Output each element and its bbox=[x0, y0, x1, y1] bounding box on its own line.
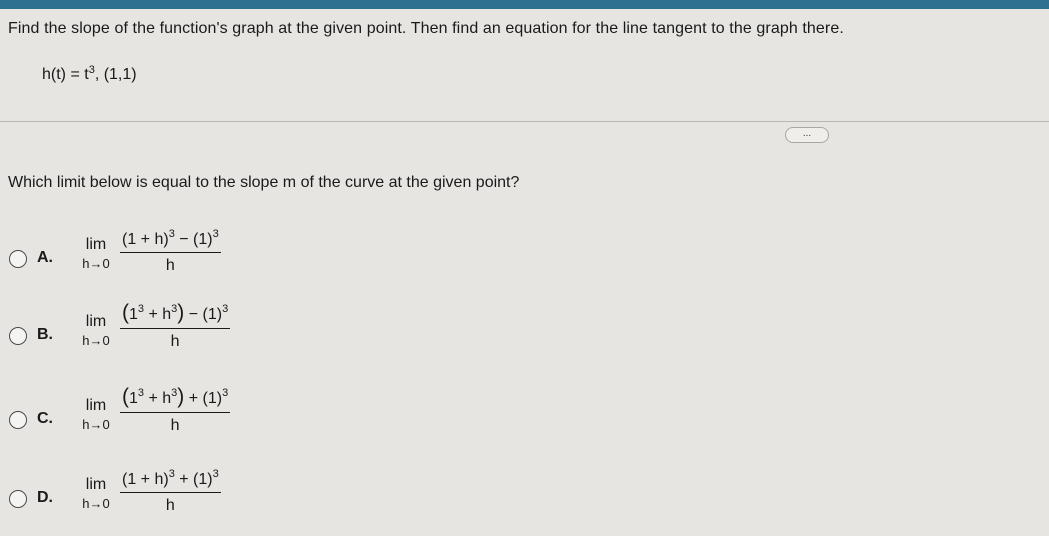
problem-prompt: Find the slope of the function's graph at the given point. Then find an equation for the line tangent to the graph there. bbox=[8, 20, 844, 37]
denominator: h bbox=[170, 333, 180, 350]
fraction bbox=[120, 468, 221, 515]
lim-word: lim bbox=[85, 236, 107, 253]
option-d[interactable] bbox=[0, 466, 600, 536]
section-divider bbox=[0, 121, 1049, 122]
denominator: h bbox=[170, 417, 180, 434]
limit-operator bbox=[72, 236, 120, 271]
limit-operator bbox=[72, 476, 120, 511]
top-bar bbox=[0, 0, 1049, 9]
limit-operator bbox=[72, 397, 120, 432]
denominator: h bbox=[165, 497, 175, 514]
lim-word: lim bbox=[85, 397, 107, 414]
expand-button[interactable]: ... bbox=[785, 127, 829, 143]
option-letter: C. bbox=[37, 410, 53, 427]
numerator: $(1 + h)^3 + (1)^3$ bbox=[120, 468, 221, 493]
option-letter: D. bbox=[37, 489, 53, 506]
function-text: h(t) = t bbox=[42, 66, 89, 83]
given-point: , (1,1) bbox=[94, 66, 137, 83]
lim-subscript: h→0 bbox=[82, 256, 110, 271]
option-b[interactable] bbox=[0, 301, 600, 375]
option-c[interactable] bbox=[0, 385, 600, 459]
option-letter: B. bbox=[37, 326, 53, 343]
option-letter: A. bbox=[37, 249, 53, 266]
given-function bbox=[42, 64, 137, 84]
fraction bbox=[120, 228, 221, 275]
function-exponent: 3 bbox=[88, 64, 95, 76]
numerator: $(1^3 + h^3) + (1)^3$ bbox=[120, 385, 230, 413]
radio-c[interactable] bbox=[9, 411, 27, 429]
limit-operator bbox=[72, 313, 120, 348]
radio-d[interactable] bbox=[9, 490, 27, 508]
option-a[interactable] bbox=[0, 228, 600, 298]
radio-b[interactable] bbox=[9, 327, 27, 345]
lim-subscript: h→0 bbox=[82, 333, 110, 348]
lim-word: lim bbox=[85, 476, 107, 493]
lim-word: lim bbox=[85, 313, 107, 330]
fraction bbox=[120, 385, 230, 435]
lim-subscript: h→0 bbox=[82, 496, 110, 511]
question-text: Which limit below is equal to the slope m of the curve at the given point? bbox=[8, 174, 520, 191]
numerator: $(1 + h)^3 - (1)^3$ bbox=[120, 228, 221, 253]
fraction bbox=[120, 301, 230, 351]
denominator: h bbox=[165, 257, 175, 274]
numerator: $(1^3 + h^3) - (1)^3$ bbox=[120, 301, 230, 329]
radio-a[interactable] bbox=[9, 250, 27, 268]
lim-subscript: h→0 bbox=[82, 417, 110, 432]
